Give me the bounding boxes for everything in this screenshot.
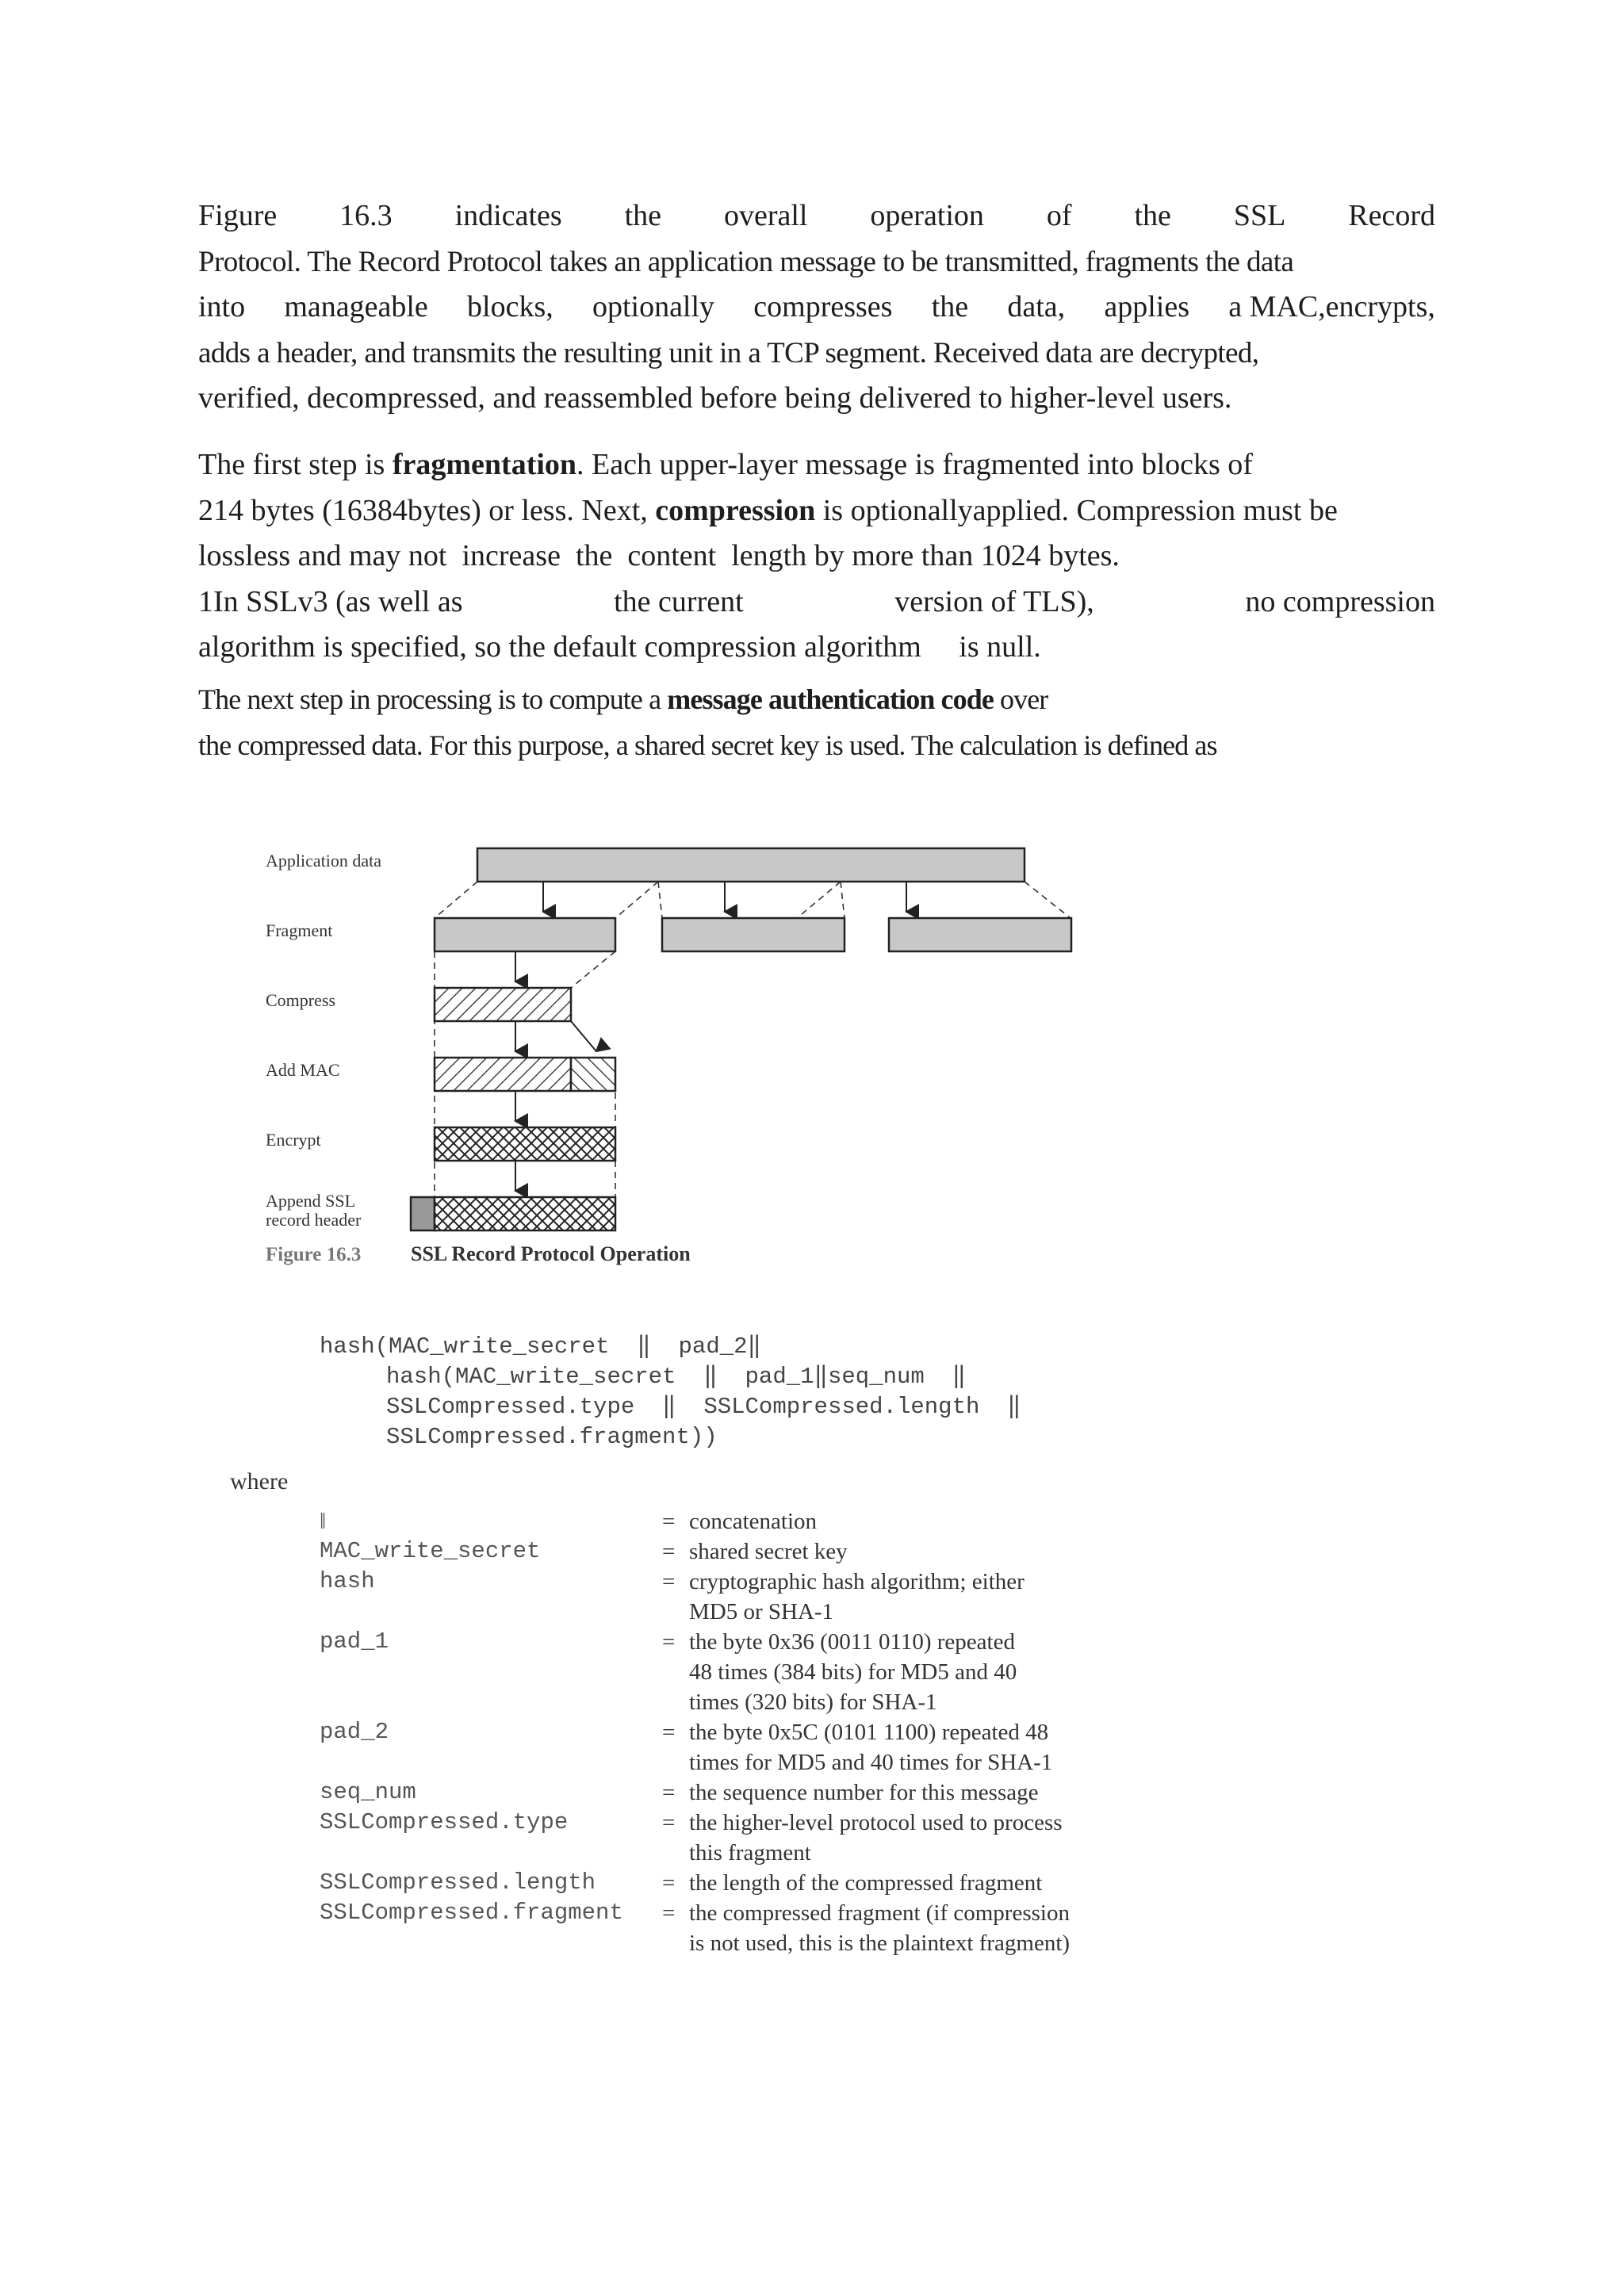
- definition-line: is not used, this is the plaintext fragment): [689, 1931, 1071, 1956]
- definition-text: [689, 1808, 1192, 1868]
- p1-l1-word: of: [1046, 199, 1072, 232]
- definition-line: concatenation: [689, 1509, 818, 1534]
- mac-data-block: [435, 1058, 571, 1091]
- where-label: where: [230, 1468, 289, 1494]
- p2-l4-word: the current: [614, 584, 744, 618]
- equals-sign: =: [662, 1629, 676, 1655]
- p3-l1-pre: The next step in processing is to compute a: [198, 683, 668, 715]
- term-mac: message authentication code: [667, 683, 994, 715]
- p1-l3-word: applies: [1104, 290, 1189, 323]
- definition-row: [320, 1898, 1192, 1958]
- formula-line4: SSLCompressed.fragment)): [386, 1424, 718, 1450]
- p3-line1: [198, 677, 1435, 723]
- definition-line: cryptographic hash algorithm; either: [689, 1569, 1025, 1594]
- p1-line5: verified, decompressed, and reassembled before being delivered to higher-level users.: [198, 381, 1232, 415]
- definition-line: the sequence number for this message: [689, 1780, 1039, 1805]
- p1-line3: [198, 285, 1435, 331]
- encrypted-block: [435, 1127, 615, 1161]
- p2-line4: [198, 580, 1435, 626]
- definition-term: hash: [320, 1568, 375, 1594]
- label-fragment: Fragment: [266, 920, 333, 940]
- definition-line: this fragment: [689, 1840, 811, 1866]
- equals-sign: =: [662, 1720, 676, 1745]
- equals-sign: =: [662, 1810, 676, 1835]
- application-data-block: [477, 848, 1025, 882]
- label-record-header: record header: [266, 1210, 362, 1230]
- p2-l4-word: 1In SSLv3 (as well as: [198, 584, 463, 618]
- fragment-block-3: [889, 918, 1071, 951]
- mac-block: [571, 1058, 615, 1091]
- p1-l3-word: the: [931, 290, 969, 323]
- figure-ssl-record-protocol: [254, 832, 1086, 1276]
- arrow-mac-compute: [571, 1021, 596, 1051]
- p1-l3-word: manageable: [284, 290, 428, 323]
- fragment-block-2: [662, 918, 845, 951]
- p1-l1-word: indicates: [454, 199, 562, 232]
- definition-term: pad_2: [320, 1719, 389, 1745]
- p1-line4: adds a header, and transmits the resulting unit in a TCP segment. Received data are decrypted,: [198, 336, 1259, 369]
- definition-line: shared secret key: [689, 1539, 848, 1564]
- p1-l3-word: data,: [1007, 290, 1066, 323]
- fragment-guides: [435, 882, 1071, 918]
- definition-text: [689, 1868, 1192, 1898]
- definition-text: [689, 1898, 1192, 1958]
- label-application-data: Application data: [266, 851, 382, 871]
- p1-l1-word: 16.3: [339, 199, 393, 232]
- paragraph-fragmentation: [198, 442, 1435, 671]
- definition-line: times (320 bits) for SHA-1: [689, 1689, 937, 1715]
- definition-text: [689, 1567, 1192, 1627]
- p2-line1: [198, 442, 1435, 488]
- p1-l1-word: SSL: [1233, 199, 1286, 232]
- p2-l2-post: is optionallyapplied. Compression must be: [815, 493, 1338, 527]
- fragment-block-1: [435, 918, 615, 951]
- p1-l3-word: optionally: [592, 290, 715, 323]
- definition-row: [320, 1777, 1192, 1808]
- paragraph-mac: [198, 677, 1435, 768]
- p1-l1-word: overall: [723, 199, 808, 232]
- definition-term: SSLCompressed.type: [320, 1809, 569, 1835]
- label-encrypt: Encrypt: [266, 1130, 321, 1150]
- definition-line: the compressed fragment (if compression: [689, 1900, 1070, 1926]
- figure-caption-number: Figure 16.3: [266, 1244, 362, 1265]
- formula-line2: hash(MAC_write_secret ‖ pad_1‖seq_num ‖: [386, 1364, 967, 1390]
- p1-l3-word: compresses: [753, 290, 893, 323]
- p3-l1-post: over: [993, 683, 1048, 715]
- definition-row: [320, 1627, 1192, 1717]
- label-add-mac: Add MAC: [266, 1060, 340, 1080]
- definition-line: times for MD5 and 40 times for SHA-1: [689, 1750, 1053, 1775]
- definition-line: the higher-level protocol used to process: [689, 1810, 1063, 1835]
- equals-sign: =: [662, 1539, 676, 1564]
- record-block: [435, 1197, 615, 1230]
- p2-l1-pre: The first step is: [198, 448, 393, 481]
- definition-row: [320, 1506, 1192, 1536]
- p1-line2: Protocol. The Record Protocol takes an application message to be transmitted, fragments the data: [198, 245, 1294, 278]
- definition-term: pad_1: [320, 1628, 389, 1655]
- ssl-header-block: [411, 1197, 435, 1230]
- equals-sign: =: [662, 1509, 676, 1534]
- p2-l4-word: version of TLS),: [894, 584, 1094, 618]
- definition-line: the length of the compressed fragment: [689, 1870, 1043, 1896]
- figure-diagram: [254, 832, 1086, 1276]
- definition-term: MAC_write_secret: [320, 1538, 541, 1564]
- term-compression: compression: [655, 493, 816, 527]
- definition-line: MD5 or SHA-1: [689, 1599, 834, 1624]
- formula-line1: hash(MAC_write_secret ‖ pad_2‖: [320, 1334, 762, 1360]
- p2-l2-pre: 214 bytes (16384bytes) or less. Next,: [198, 493, 656, 527]
- p1-l1-word: the: [1134, 199, 1171, 232]
- definition-row: [320, 1717, 1192, 1777]
- compressed-block: [435, 988, 571, 1021]
- formula-line3: SSLCompressed.type ‖ SSLCompressed.length ‖: [386, 1394, 1021, 1420]
- mac-formula: [320, 1332, 1021, 1452]
- definition-text: [689, 1506, 1192, 1536]
- equals-sign: =: [662, 1569, 676, 1594]
- definitions-list: [320, 1506, 1192, 1958]
- figure-caption: SSL Record Protocol Operation: [411, 1242, 691, 1265]
- definition-row: [320, 1567, 1192, 1627]
- p1-l3-word: a MAC,encrypts,: [1228, 290, 1435, 323]
- p1-l1-word: Record: [1348, 199, 1435, 232]
- p1-l1-word: the: [624, 199, 662, 232]
- definition-line: the byte 0x36 (0011 0110) repeated: [689, 1629, 1015, 1655]
- definition-term: SSLCompressed.fragment: [320, 1900, 623, 1926]
- definition-line: the byte 0x5C (0101 1100) repeated 48: [689, 1720, 1049, 1745]
- p1-l1-word: Figure: [198, 199, 278, 232]
- p1-l1-word: operation: [870, 199, 984, 232]
- definition-text: [689, 1536, 1192, 1567]
- definition-line: 48 times (384 bits) for MD5 and 40: [689, 1659, 1017, 1685]
- equals-sign: =: [662, 1780, 676, 1805]
- paragraph-record-protocol: [198, 193, 1435, 422]
- p2-line2: [198, 488, 1435, 534]
- p2-l4-word: no compression: [1245, 584, 1435, 618]
- definition-term: ‖: [320, 1509, 327, 1534]
- equals-sign: =: [662, 1900, 676, 1926]
- p2-l1-post: . Each upper-layer message is fragmented into blocks of: [576, 448, 1253, 481]
- term-fragmentation: fragmentation: [392, 448, 577, 481]
- definition-term: seq_num: [320, 1779, 416, 1805]
- label-compress: Compress: [266, 990, 335, 1010]
- p1-l3-word: blocks,: [467, 290, 553, 323]
- equals-sign: =: [662, 1870, 676, 1896]
- definition-term: SSLCompressed.length: [320, 1869, 596, 1896]
- p2-line3: lossless and may not increase the content length by more than 1024 bytes.: [198, 539, 1120, 572]
- p1-line1: [198, 193, 1435, 239]
- p2-line5: algorithm is specified, so the default compression algorithm is null.: [198, 630, 1041, 664]
- definition-row: [320, 1808, 1192, 1868]
- p1-l3-word: into: [198, 290, 246, 323]
- p3-line2: the compressed data. For this purpose, a shared secret key is used. The calculation is defined as: [198, 729, 1217, 761]
- definition-text: [689, 1777, 1192, 1808]
- label-append-ssl: Append SSL: [266, 1191, 356, 1211]
- definition-text: [689, 1627, 1192, 1717]
- definition-row: [320, 1868, 1192, 1898]
- definition-row: [320, 1536, 1192, 1567]
- definition-text: [689, 1717, 1192, 1777]
